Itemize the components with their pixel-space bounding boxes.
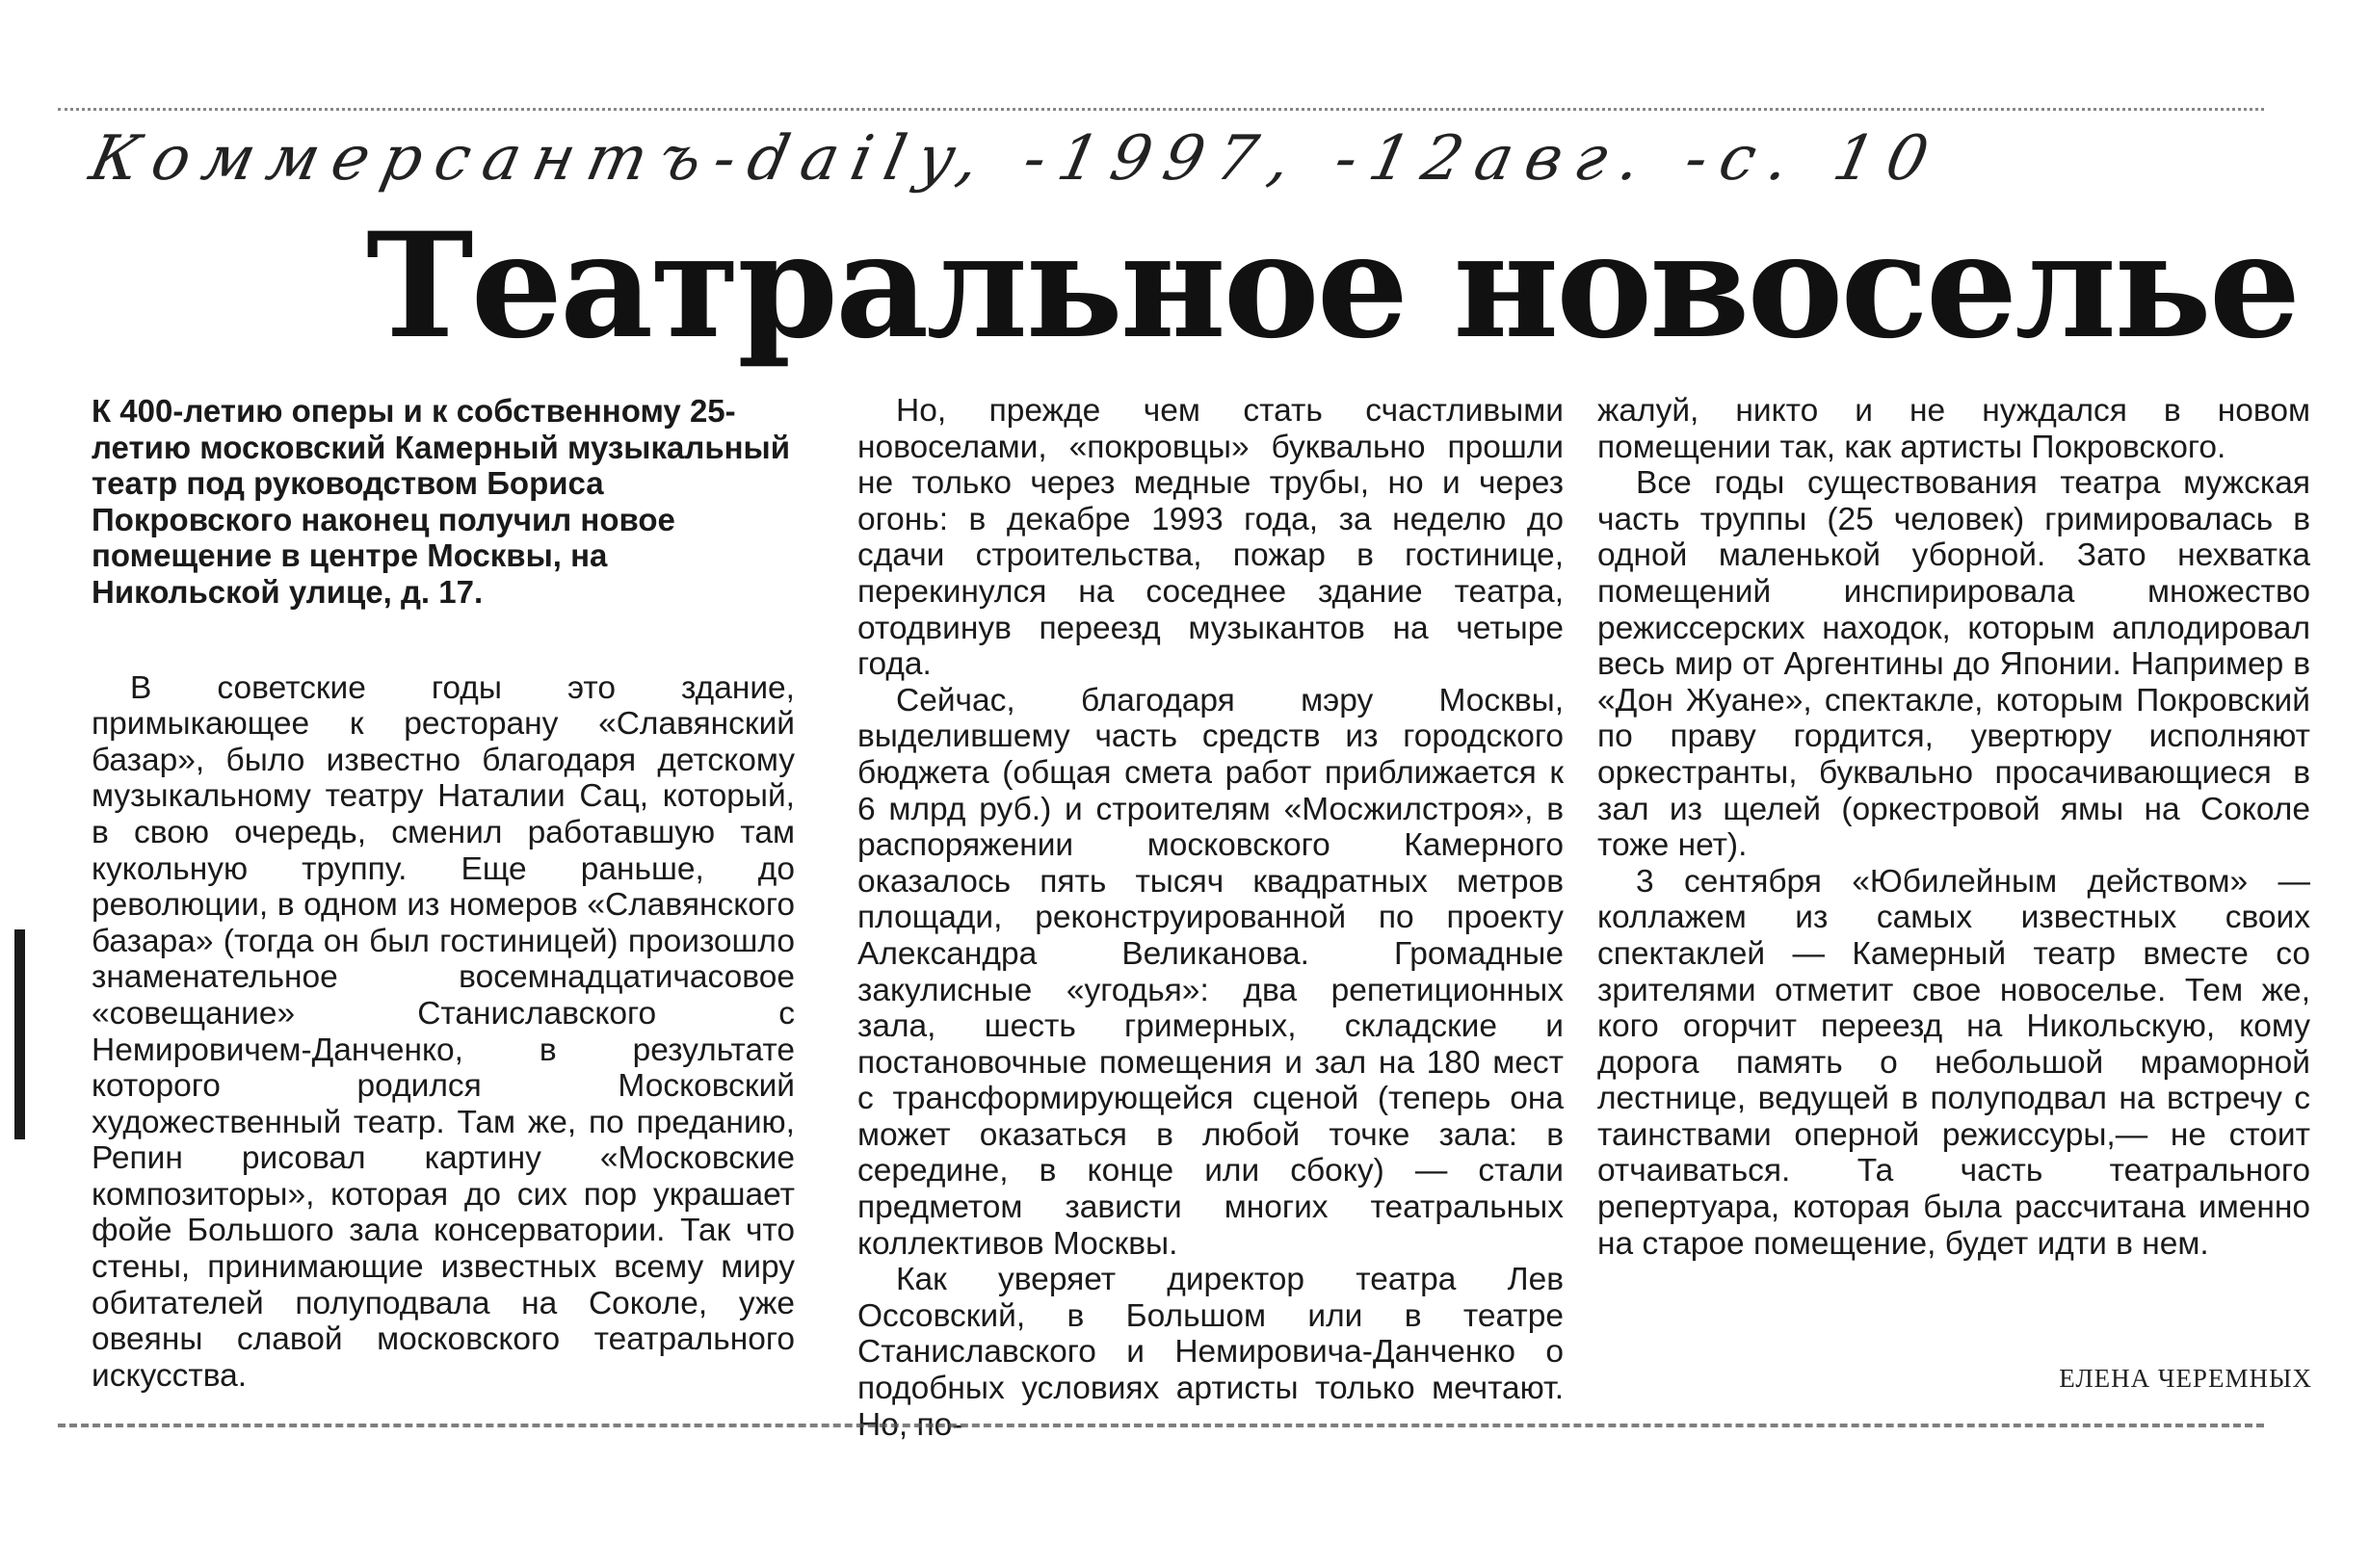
article-headline: Театральное новоселье: [366, 201, 2299, 371]
margin-mark: [14, 929, 25, 1139]
bottom-dashed-rule: [58, 1424, 2264, 1427]
top-dotted-rule: [58, 108, 2264, 111]
body-paragraph-continuation: жалуй, никто и не нуждался в новом помещении так, как артисты Покровского.: [1597, 393, 2310, 465]
column-3: [1597, 393, 2310, 1262]
body-paragraph: Но, прежде чем стать счастливыми новоселами, «покровцы» буквально прошли не только через медные трубы, но и через огонь: в декабре 1993 года, за неделю до сдачи строительства, пожар в гостинице, перекинулся на соседнее здание театра, отодвинув переезд музыкантов на четыре года.: [857, 393, 1564, 683]
article-lead: К 400-летию оперы и к собственному 25-летию московский Камерный музыкальный театр под руководством Бориса Покровского наконец получил новое помещение в центре Москвы, на Никольской улице, д. 17.: [92, 393, 791, 610]
body-paragraph: Все годы существования театра мужская часть труппы (25 человек) гримировалась в одной маленькой уборной. Зато нехватка помещений инспирировала множество режиссерских находок, которым аплодировал весь мир от Аргентины до Японии. Например в «Дон Жуане», спектакле, которым Покровский по праву гордится, увертюру исполняют оркестранты, буквально просачивающиеся в зал из щелей (оркестровой ямы на Соколе тоже нет).: [1597, 465, 2310, 864]
body-paragraph: Сейчас, благодаря мэру Москвы, выделившему часть средств из городского бюджета (общая смета работ приближается к 6 млрд руб.) и строителям «Мосжилстроя», в распоряжении московского Камерного оказалось пять тысяч квадратных метров площади, реконструированной по проекту Александра Великанова. Громадные закулисные «угодья»: два репетиционных зала, шесть гримерных, складские и постановочные помещения и зал на 180 мест с трансформирующейся сценой (теперь она может оказаться в любой точке зала: в середине, в конце или сбоку) — стали предметом зависти многих театральных коллективов Москвы.: [857, 682, 1564, 1262]
author-byline: ЕЛЕНА ЧЕРЕМНЫХ: [2059, 1364, 2312, 1393]
handwritten-source-note: Коммерсантъ-daily, -1997, -12авг. -с. 10: [84, 123, 1948, 195]
column-1: [92, 393, 795, 1394]
body-paragraph: В советские годы это здание, примыкающее к ресторану «Славянский базар», было известно благодаря детскому музыкальному театру Наталии Сац, который, в свою очередь, сменил работавшую там кукольную труппу. Еще раньше, до революции, в одном из номеров «Славянского базара» (тогда он был гостиницей) произошло знаменательное восемнадцатичасовое «совещание» Станиславского с Немировичем-Данченко, в результате которого родился Московский художественный театр. Там же, по преданию, Репин рисовал картину «Московские композиторы», которая до сих пор украшает фойе Большого зала консерватории. Так что стены, принимающие известных всему миру обитателей полуподвала на Соколе, уже овеяны славой московского театрального искусства.: [92, 669, 795, 1394]
body-paragraph: 3 сентября «Юбилейным действом» — коллажем из самых известных своих спектаклей — Камерный театр вместе со зрителями отметит свое новоселье. Тем же, кого огорчит переезд на Никольскую, кому дорога память о небольшой мраморной лестнице, ведущей в полуподвал на встречу с таинствами оперной режиссуры,— не стоит отчаиваться. Та часть театрального репертуара, которая была рассчитана именно на старое помещение, будет идти в нем.: [1597, 863, 2310, 1262]
body-paragraph: Как уверяет директор театра Лев Оссовский, в Большом или в театре Станиславского и Немировича-Данченко о подобных условиях артисты только мечтают. Но, по-: [857, 1262, 1564, 1443]
column-2: [857, 393, 1564, 1443]
